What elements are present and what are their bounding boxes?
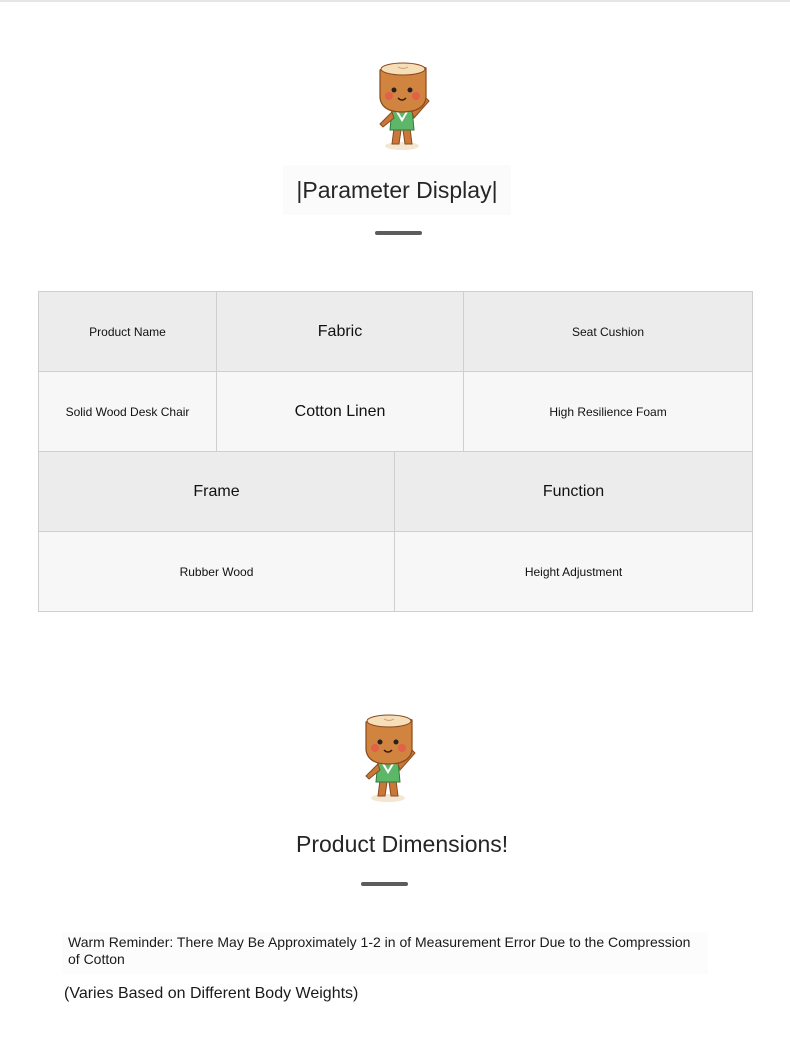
parameter-display-title: |Parameter Display| bbox=[283, 165, 511, 215]
body-weight-note: (Varies Based on Different Body Weights) bbox=[64, 985, 359, 1002]
header-frame: Frame bbox=[39, 452, 395, 532]
table-row bbox=[39, 532, 753, 612]
measurement-reminder: Warm Reminder: There May Be Approximately 1-2 in of Measurement Error Due to the Compression of Cotton bbox=[62, 932, 708, 974]
product-dimensions-label: Product Dimensions! bbox=[296, 830, 509, 857]
title-underline bbox=[375, 231, 422, 235]
value-frame: Rubber Wood bbox=[39, 532, 395, 612]
table-row bbox=[39, 292, 753, 372]
header-function: Function bbox=[395, 452, 753, 532]
title-underline bbox=[361, 882, 408, 886]
table-row bbox=[39, 372, 753, 452]
wooden-mascot-icon bbox=[366, 58, 438, 154]
product-dimensions-title bbox=[278, 818, 509, 870]
value-function: Height Adjustment bbox=[395, 532, 753, 612]
header-product-name: Product Name bbox=[39, 292, 217, 372]
top-divider bbox=[0, 0, 790, 2]
wooden-mascot-icon bbox=[352, 710, 424, 806]
header-fabric: Fabric bbox=[217, 292, 464, 372]
table-row bbox=[39, 452, 753, 532]
value-seat-cushion: High Resilience Foam bbox=[464, 372, 753, 452]
value-product-name: Solid Wood Desk Chair bbox=[39, 372, 217, 452]
value-fabric: Cotton Linen bbox=[217, 372, 464, 452]
parameter-table bbox=[38, 291, 753, 612]
header-seat-cushion: Seat Cushion bbox=[464, 292, 753, 372]
